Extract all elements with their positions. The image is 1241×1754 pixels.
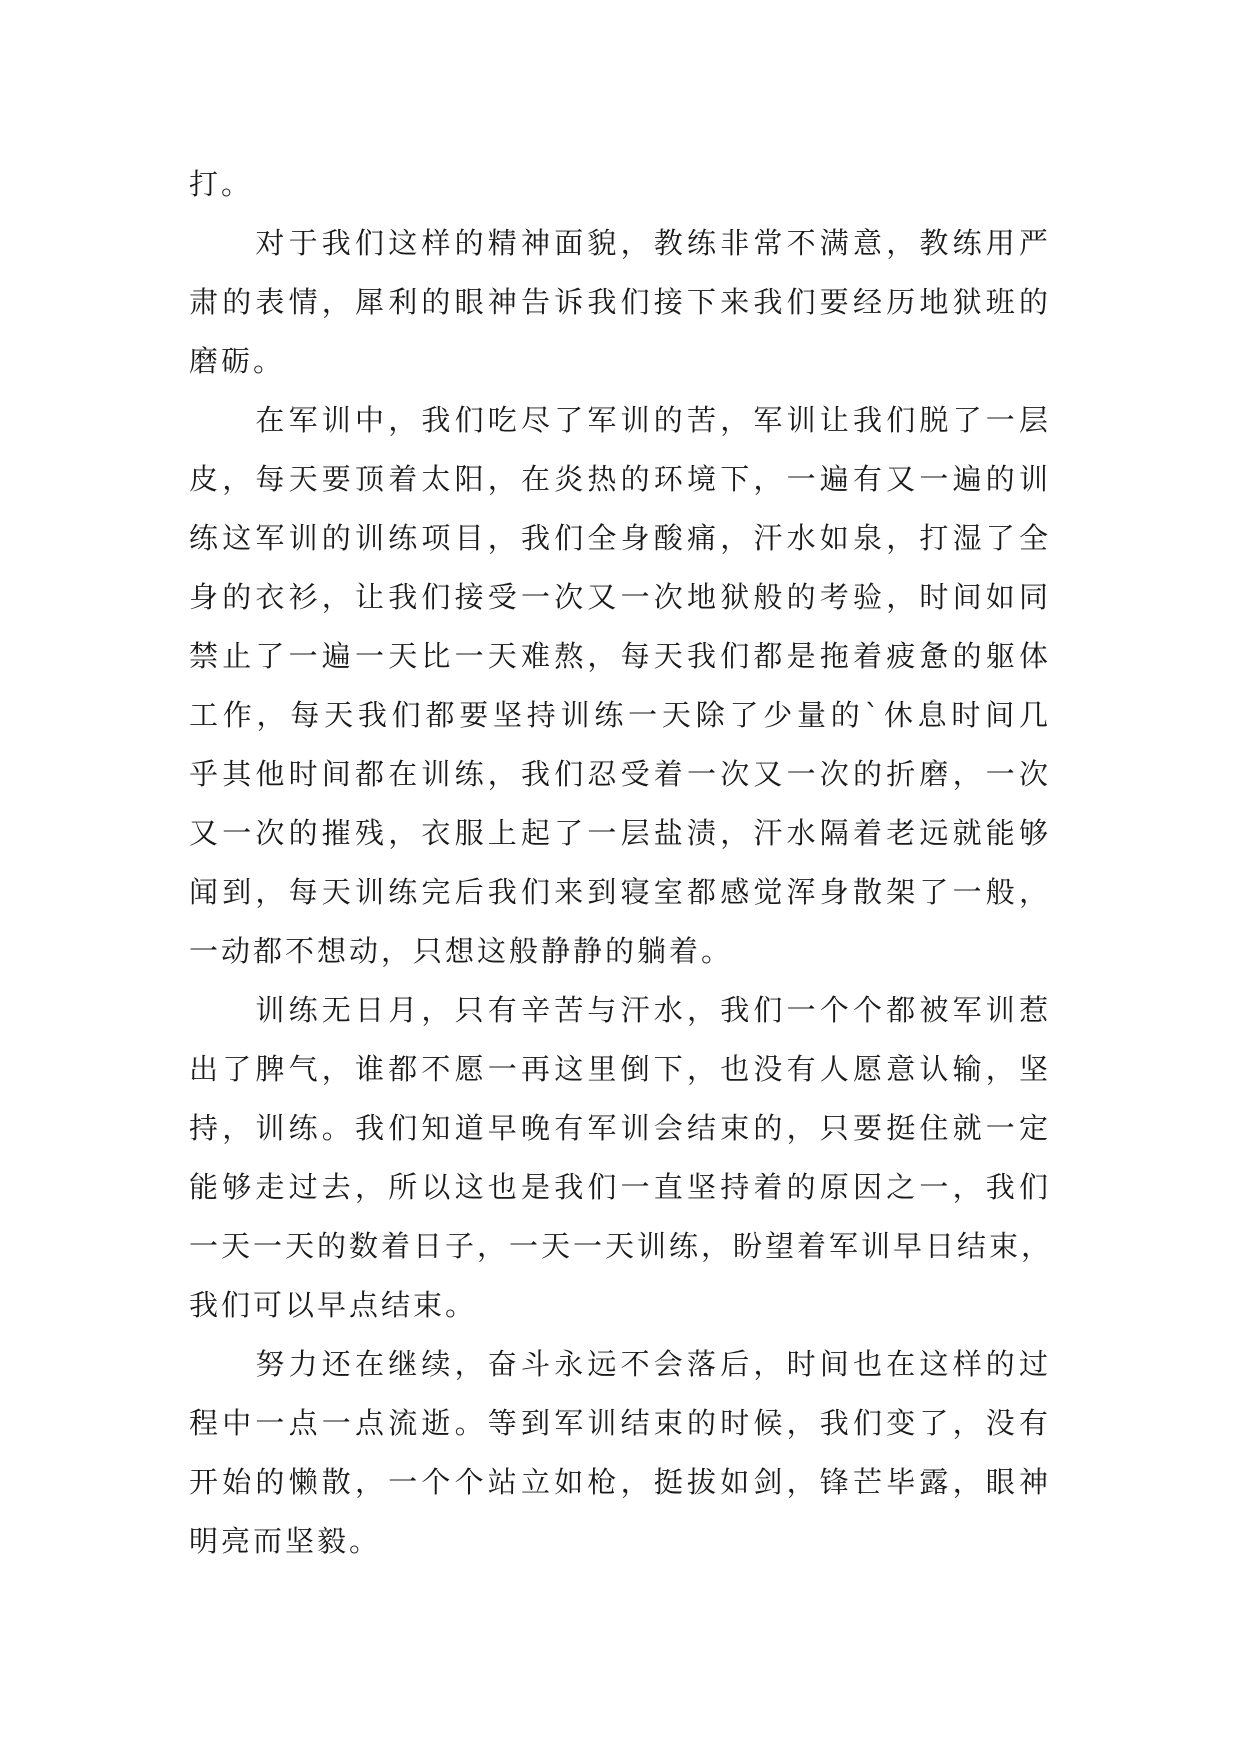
text-line: 禁止了一遍一天比一天难熬，每天我们都是拖着疲惫的躯体 xyxy=(189,639,1051,673)
text-line: 持，训练。我们知道早晚有军训会结束的，只要挺住就一定 xyxy=(189,1111,1051,1145)
text-line: 努力还在继续，奋斗永远不会落后，时间也在这样的过 xyxy=(189,1347,1051,1381)
paragraph-5 xyxy=(189,1335,1051,1571)
text-line: 程中一点一点流逝。等到军训结束的时候，我们变了，没有 xyxy=(189,1406,1051,1440)
text-line: 乎其他时间都在训练，我们忍受着一次又一次的折磨，一次 xyxy=(189,757,1051,791)
paragraph-1 xyxy=(189,155,1051,214)
text-line: 明亮而坚毅。 xyxy=(189,1524,382,1558)
paragraph-2 xyxy=(189,214,1051,391)
text-line: 练这军训的训练项目，我们全身酸痛，汗水如泉，打湿了全 xyxy=(189,521,1051,555)
text-line: 训练无日月，只有辛苦与汗水，我们一个个都被军训惹 xyxy=(189,993,1051,1027)
text-line: 一动都不想动，只想这般静静的躺着。 xyxy=(189,934,734,968)
text-line: 打。 xyxy=(189,167,254,201)
text-line: 能够走过去，所以这也是我们一直坚持着的原因之一，我们 xyxy=(189,1170,1051,1204)
text-line: 又一次的摧残，衣服上起了一层盐渍，汗水隔着老远就能够 xyxy=(189,816,1051,850)
text-line: 出了脾气，谁都不愿一再这里倒下，也没有人愿意认输，坚 xyxy=(189,1052,1051,1086)
paragraph-4 xyxy=(189,981,1054,1335)
text-line: 在军训中，我们吃尽了军训的苦，军训让我们脱了一层 xyxy=(189,403,1051,437)
text-line: 工作，每天我们都要坚持训练一天除了少量的`休息时间几 xyxy=(189,698,1051,732)
text-line: 皮，每天要顶着太阳，在炎热的环境下，一遍有又一遍的训 xyxy=(189,462,1051,496)
text-line: 一天一天的数着日子，一天一天训练，盼望着军训早日结束， xyxy=(189,1229,1054,1263)
text-line: 开始的懒散，一个个站立如枪，挺拔如剑，锋芒毕露，眼神 xyxy=(189,1465,1051,1499)
text-line: 闻到，每天训练完后我们来到寝室都感觉浑身散架了一般， xyxy=(189,875,1051,909)
document-body xyxy=(189,155,1054,1571)
text-line: 我们可以早点结束。 xyxy=(189,1288,478,1322)
text-line: 身的衣衫，让我们接受一次又一次地狱般的考验，时间如同 xyxy=(189,580,1051,614)
text-line: 肃的表情，犀利的眼神告诉我们接下来我们要经历地狱班的 xyxy=(189,285,1051,319)
text-line: 磨砺。 xyxy=(189,344,286,378)
paragraph-3 xyxy=(189,391,1051,981)
text-line: 对于我们这样的精神面貌，教练非常不满意，教练用严 xyxy=(189,226,1051,260)
